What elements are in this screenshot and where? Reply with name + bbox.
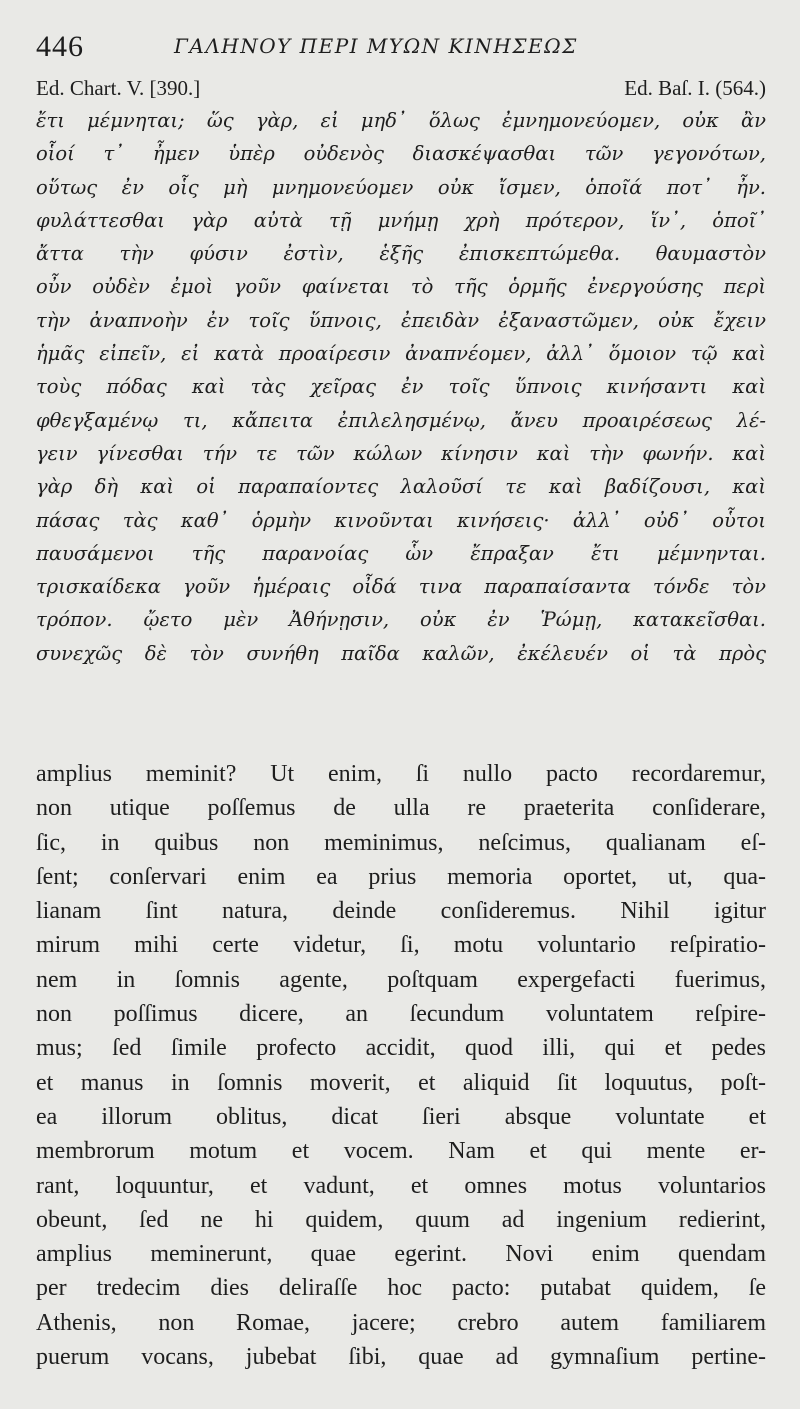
latin-text-line: ſent; conſervari enim ea prius memoria oportet, ut, qua- bbox=[36, 863, 766, 890]
latin-text-line: mirum mihi certe videtur, ſi, motu voluntario reſpiratio- bbox=[36, 932, 766, 959]
greek-text-line: ἄττα τὴν φύσιν ἐστὶν, ἑξῆς ἐπισκεπτώμεθα. θαυμαστὸν bbox=[36, 242, 766, 266]
page-header bbox=[36, 30, 776, 66]
latin-text-line: ſic, in quibus non meminimus, neſcimus, qualianam eſ- bbox=[36, 829, 766, 856]
greek-text-line: γὰρ δὴ καὶ οἱ παραπαίοντες λαλοῦσί τε καὶ βαδίζουσι, καὶ bbox=[36, 475, 766, 499]
latin-text-line: membrorum motum et vocem. Nam et qui mente er- bbox=[36, 1138, 766, 1165]
latin-text-line: non utique poſſemus de ulla re praeterita conſiderare, bbox=[36, 795, 766, 822]
greek-text-line: τοὺς πόδας καὶ τὰς χεῖρας ἐν τοῖς ὕπνοις κινήσαντι καὶ bbox=[36, 375, 766, 399]
greek-text-line: ἔτι μέμνηται; ὥς γὰρ, εἰ μηδ᾽ ὅλως ἐμνημονεύομεν, οὐκ ἂν bbox=[36, 109, 766, 132]
edition-ref-basel: Ed. Baſ. I. (564.) bbox=[624, 76, 766, 100]
running-title: ΓΑΛΗΝΟΥ ΠΕΡΙ ΜΥΩΝ ΚΙΝΗΣΕΩΣ bbox=[174, 34, 578, 58]
latin-text-line: et manus in ſomnis moverit, et aliquid ſit loquutus, poſt- bbox=[36, 1069, 766, 1096]
greek-text-line: φυλάττεσθαι γὰρ αὐτὰ τῇ μνήμῃ χρὴ πρότερον, ἵν᾽, ὁποῖ᾽ bbox=[36, 208, 766, 232]
greek-text-line: οὖν οὐδὲν ἐμοὶ γοῦν φαίνεται τὸ τῆς ὁρμῆς ἐνεργούσης περὶ bbox=[36, 275, 766, 299]
latin-text-line: puerum vocans, jubebat ſibi, quae ad gymnaſium pertine- bbox=[36, 1344, 766, 1371]
greek-text-line: τρόπον. ᾤετο μὲν Ἀθήνῃσιν, οὐκ ἐν Ῥώμῃ, κατακεῖσθαι. bbox=[36, 608, 766, 632]
latin-text-line: per tredecim dies deliraſſe hoc pacto: putabat quidem, ſe bbox=[36, 1275, 766, 1302]
greek-text-line: οἷοί τ᾽ ἦμεν ὑπὲρ οὐδενὸς διασκέψασθαι τῶν γεγονότων, bbox=[36, 142, 766, 166]
latin-text-line: mus; ſed ſimile profecto accidit, quod illi, qui et pedes bbox=[36, 1035, 766, 1062]
latin-text-block bbox=[36, 757, 766, 1374]
edition-references bbox=[36, 76, 766, 102]
greek-text-line: τὴν ἀναπνοὴν ἐν τοῖς ὕπνοις, ἐπειδὰν ἐξαναστῶμεν, οὐκ ἔχειν bbox=[36, 308, 766, 332]
greek-text-block bbox=[36, 104, 766, 670]
latin-text-line: Athenis, non Romae, jacere; crebro autem familiarem bbox=[36, 1309, 766, 1336]
greek-text-line: γειν γίνεσθαι τήν τε τῶν κώλων κίνησιν καὶ τὴν φωνήν. καὶ bbox=[36, 441, 766, 465]
page-number: 446 bbox=[36, 30, 84, 63]
greek-text-line: τρισκαίδεκα γοῦν ἡμέραις οἶδά τινα παραπαίσαντα τόνδε τὸν bbox=[36, 575, 766, 599]
latin-text-line: rant, loquuntur, et vadunt, et omnes motus voluntarios bbox=[36, 1172, 766, 1199]
latin-text-line: amplius meminerunt, quae egerint. Novi enim quendam bbox=[36, 1241, 766, 1268]
greek-text-line: παυσάμενοι τῆς παρανοίας ὧν ἔπραξαν ἔτι μέμνηνται. bbox=[36, 541, 766, 565]
greek-text-line: συνεχῶς δὲ τὸν συνήθη παῖδα καλῶν, ἐκέλευέν οἱ τὰ πρὸς bbox=[36, 641, 766, 665]
greek-text-line: ἡμᾶς εἰπεῖν, εἰ κατὰ προαίρεσιν ἀναπνέομεν, ἀλλ᾽ ὅμοιον τῷ καὶ bbox=[36, 342, 766, 366]
latin-text-line: ea illorum oblitus, dicat ſieri absque voluntate et bbox=[36, 1103, 766, 1130]
greek-text-line: φθεγξαμένῳ τι, κἄπειτα ἐπιλελησμένῳ, ἄνευ προαιρέσεως λέ- bbox=[36, 408, 766, 432]
latin-text-line: nem in ſomnis agente, poſtquam expergefacti fuerimus, bbox=[36, 966, 766, 993]
latin-text-line: lianam ſint natura, deinde conſideremus. Nihil igitur bbox=[36, 898, 766, 925]
edition-ref-chartier: Ed. Chart. V. [390.] bbox=[36, 76, 201, 100]
latin-text-line: obeunt, ſed ne hi quidem, quum ad ingenium redierint, bbox=[36, 1206, 766, 1233]
greek-text-line: οὕτως ἐν οἷς μὴ μνημονεύομεν οὐκ ἴσμεν, ὁποῖά ποτ᾽ ἦν. bbox=[36, 175, 766, 199]
latin-text-line: non poſſimus dicere, an ſecundum voluntatem reſpire- bbox=[36, 1001, 766, 1028]
greek-text-line: πάσας τὰς καθ᾽ ὁρμὴν κινοῦνται κινήσεις· ἀλλ᾽ οὐδ᾽ οὗτοι bbox=[36, 508, 766, 532]
latin-text-line: amplius meminit? Ut enim, ſi nullo pacto recordaremur, bbox=[36, 761, 766, 787]
